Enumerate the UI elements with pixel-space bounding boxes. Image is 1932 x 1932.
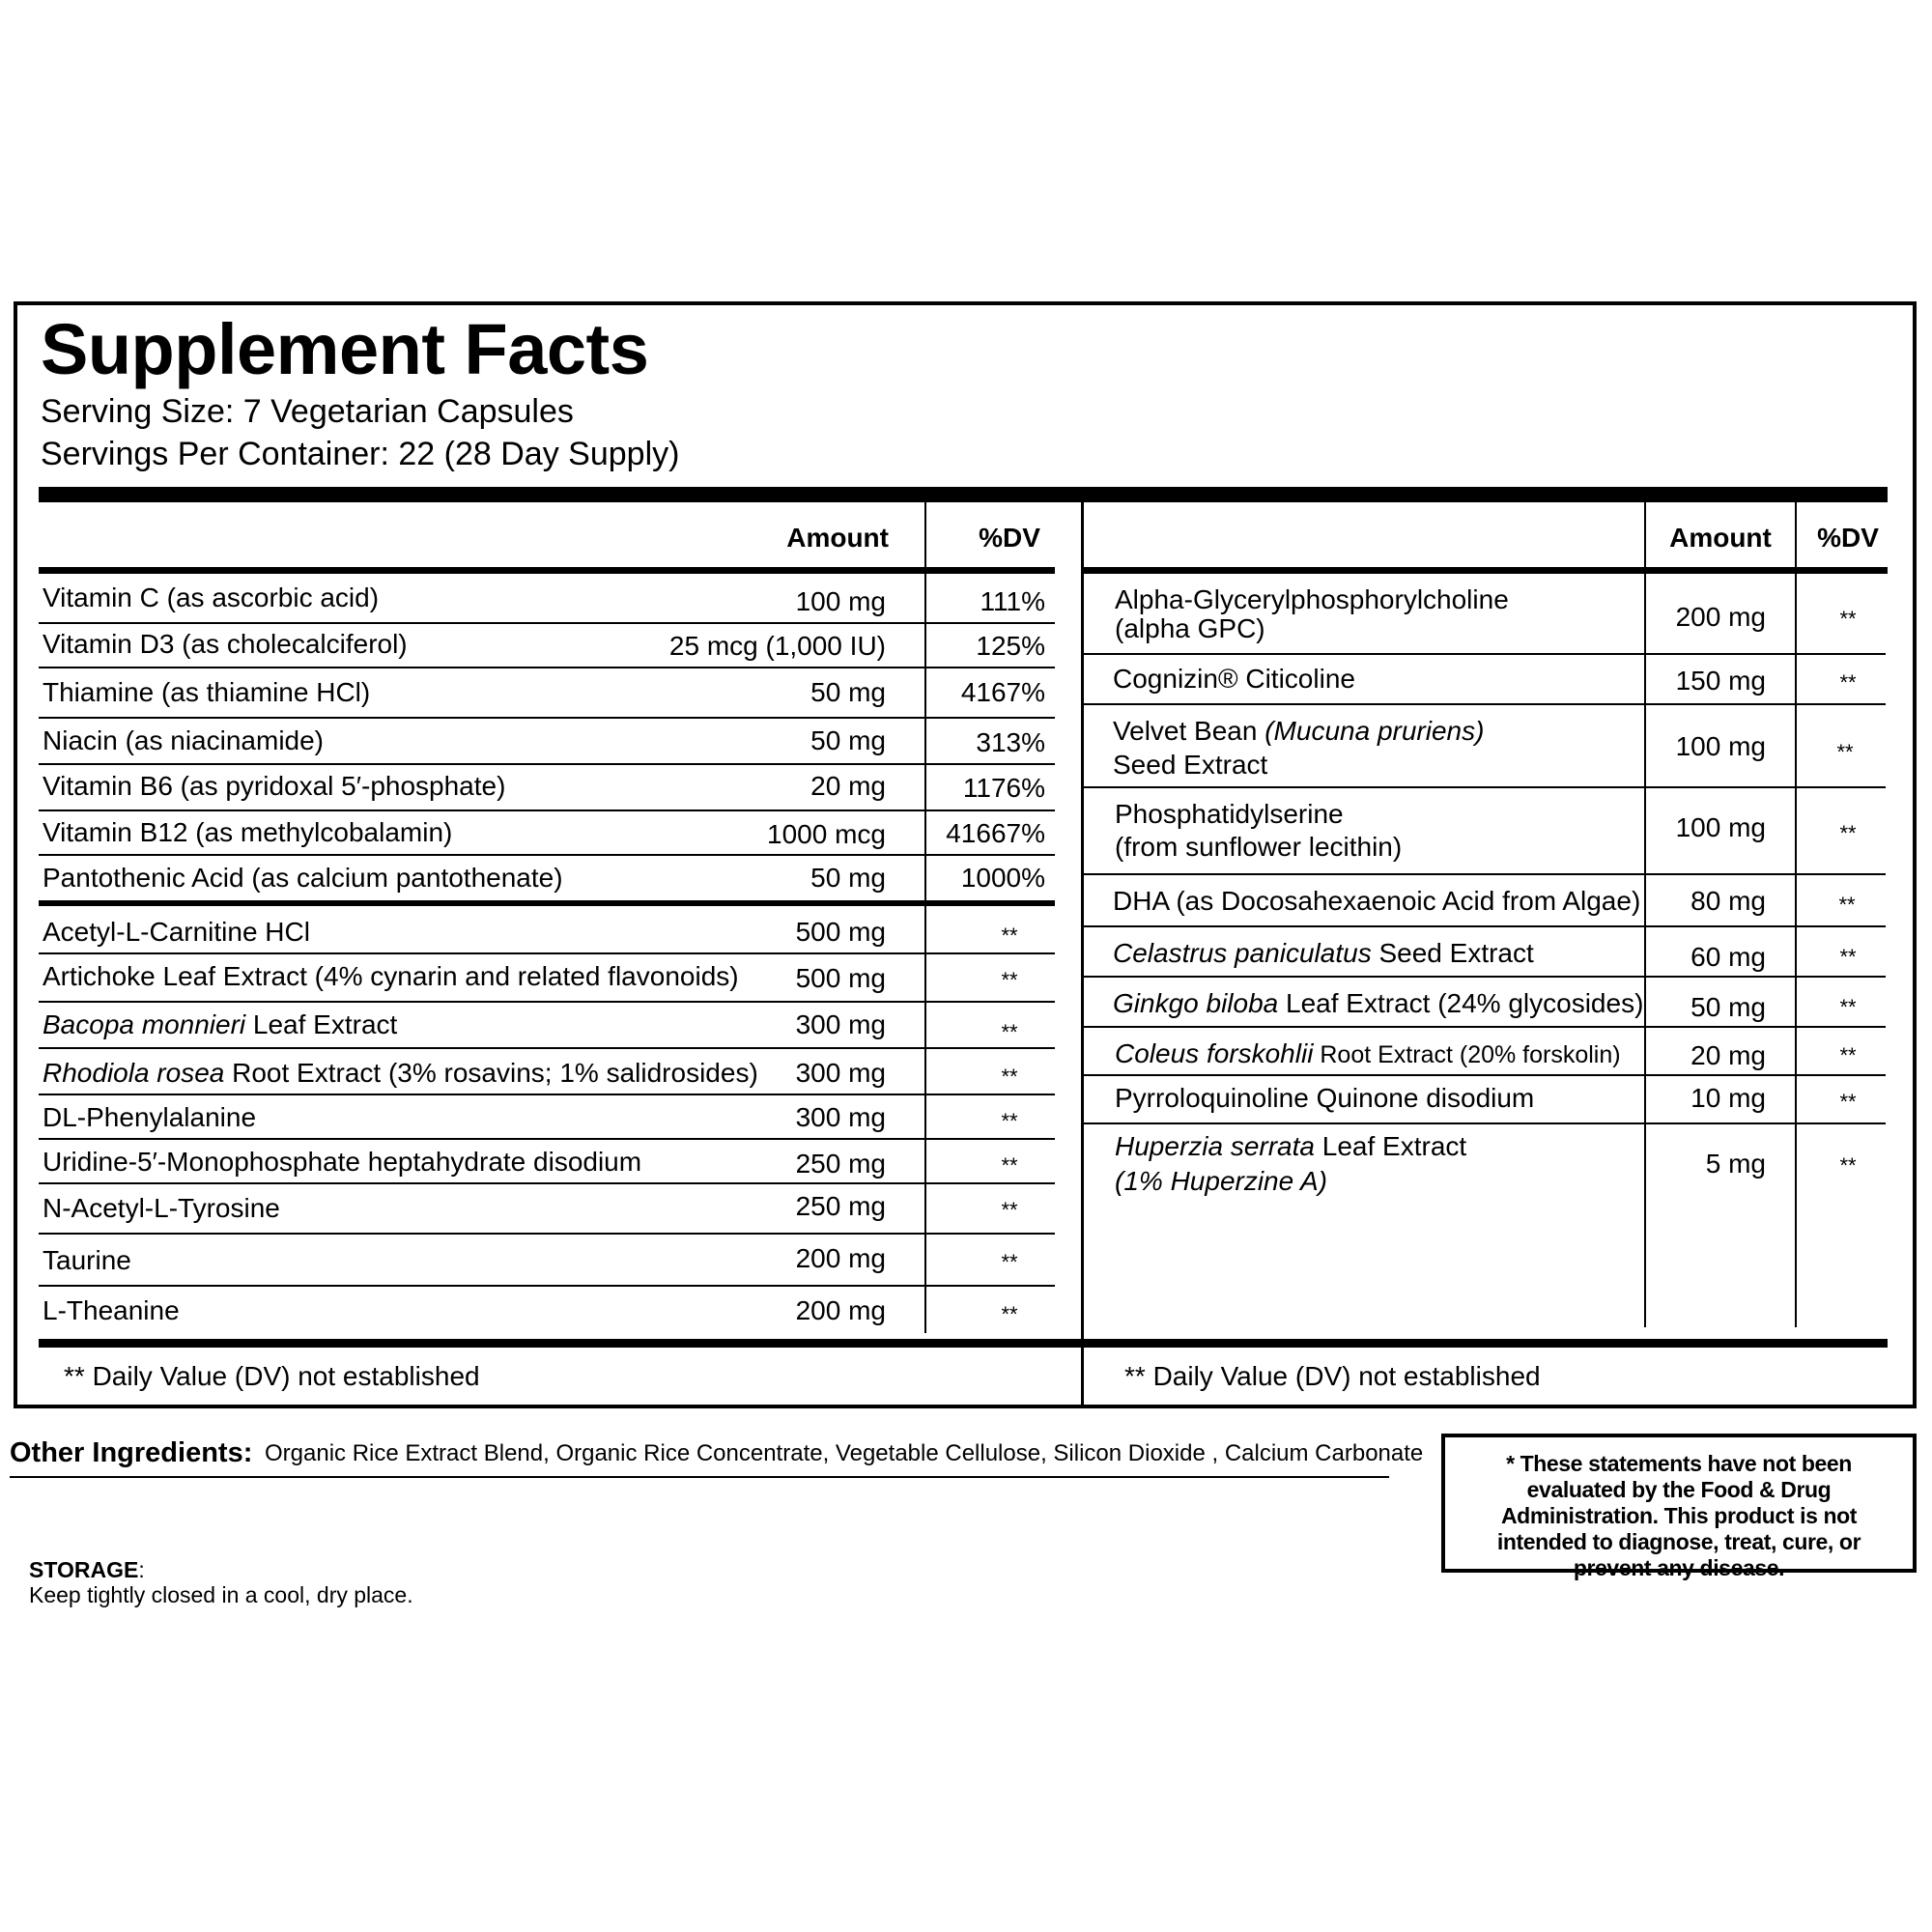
row-divider bbox=[39, 1233, 1055, 1235]
row-divider bbox=[39, 667, 1055, 668]
nutrient-name bbox=[1115, 1130, 1466, 1163]
bottom-thick-rule bbox=[39, 1339, 1888, 1348]
nutrient-dv: ** bbox=[1001, 1020, 1018, 1044]
nutrient-name: Niacin (as niacinamide) bbox=[43, 725, 325, 755]
nutrient-amount: 200 mg bbox=[795, 1243, 886, 1273]
row-divider bbox=[1084, 703, 1886, 705]
nutrient-amount: 500 mg bbox=[795, 917, 886, 947]
nutrient-amount: 500 mg bbox=[795, 963, 886, 993]
nutrient-name: L-Theanine bbox=[43, 1295, 180, 1325]
row-divider bbox=[39, 1285, 1055, 1287]
nutrient-dv: ** bbox=[1839, 1090, 1857, 1114]
footnote-right: ** Daily Value (DV) not established bbox=[1124, 1361, 1541, 1391]
nutrient-amount: 20 mg bbox=[1690, 1040, 1766, 1070]
storage-label-text: STORAGE bbox=[29, 1557, 139, 1582]
nutrient-dv: ** bbox=[1839, 945, 1857, 969]
nutrient-amount: 100 mg bbox=[1675, 812, 1766, 842]
other-ingredients-text: Organic Rice Extract Blend, Organic Rice Concentrate, Vegetable Cellulose, Silicon Dioxide , Calcium Carbonate bbox=[265, 1440, 1424, 1466]
nutrient-dv: ** bbox=[1001, 1302, 1018, 1326]
nutrient-name: Vitamin B6 (as pyridoxal 5′-phosphate) bbox=[43, 771, 506, 801]
other-ingredients-label: Other Ingredients: bbox=[10, 1437, 253, 1468]
row-divider bbox=[39, 763, 1055, 765]
nutrient-name: Thiamine (as thiamine HCl) bbox=[43, 677, 371, 707]
nutrient-dv: 111% bbox=[980, 586, 1045, 616]
nutrient-amount: 50 mg bbox=[810, 677, 886, 707]
nutrient-amount: 150 mg bbox=[1675, 666, 1766, 696]
nutrient-name-line2 bbox=[1115, 1165, 1327, 1198]
left-amount-header: Amount bbox=[786, 523, 889, 553]
nutrient-dv: ** bbox=[1839, 995, 1857, 1019]
nutrient-dv: 1176% bbox=[962, 773, 1045, 803]
nutrient-dv: ** bbox=[1839, 821, 1857, 845]
storage-colon: : bbox=[138, 1557, 145, 1582]
row-divider bbox=[1084, 976, 1886, 978]
row-divider bbox=[39, 622, 1055, 624]
nutrient-dv: 41667% bbox=[946, 818, 1045, 848]
left-dv-divider bbox=[924, 502, 926, 1333]
nutrient-name-italic: Celastrus paniculatus bbox=[1113, 938, 1372, 968]
footnote-left: ** Daily Value (DV) not established bbox=[64, 1361, 480, 1391]
nutrient-name-rest: Leaf Extract (24% glycosides) bbox=[1278, 988, 1644, 1018]
nutrient-dv: ** bbox=[1836, 740, 1854, 764]
nutrient-dv: 313% bbox=[976, 727, 1045, 757]
nutrient-dv: ** bbox=[1001, 1198, 1018, 1222]
nutrient-dv: ** bbox=[1001, 1250, 1018, 1274]
row-divider bbox=[39, 854, 1055, 856]
nutrient-name: Vitamin C (as ascorbic acid) bbox=[43, 582, 380, 612]
nutrient-name: Artichoke Leaf Extract (4% cynarin and related flavonoids) bbox=[43, 961, 739, 991]
row-divider bbox=[1084, 1026, 1886, 1028]
nutrient-dv: ** bbox=[1839, 607, 1857, 631]
nutrient-amount: 20 mg bbox=[810, 771, 886, 801]
right-header-rule bbox=[1084, 567, 1888, 574]
nutrient-name-italic: (Mucuna pruriens) bbox=[1264, 716, 1485, 746]
nutrient-amount: 50 mg bbox=[810, 725, 886, 755]
nutrient-amount: 200 mg bbox=[1675, 602, 1766, 632]
row-divider bbox=[1084, 873, 1886, 875]
nutrient-dv: ** bbox=[1839, 1153, 1857, 1178]
nutrient-name: Uridine-5′-Monophosphate heptahydrate disodium bbox=[43, 1147, 642, 1177]
nutrient-name-italic: Rhodiola rosea bbox=[43, 1058, 225, 1088]
nutrient-amount: 25 mcg (1,000 IU) bbox=[668, 631, 886, 661]
nutrient-amount: 10 mg bbox=[1690, 1083, 1766, 1113]
storage-text: Keep tightly closed in a cool, dry place. bbox=[29, 1582, 413, 1607]
row-divider bbox=[39, 810, 1055, 811]
row-divider bbox=[39, 1001, 1055, 1003]
nutrient-name-rest: Leaf Extract bbox=[1314, 1131, 1467, 1161]
nutrient-dv: ** bbox=[1001, 1065, 1018, 1089]
nutrient-amount: 300 mg bbox=[795, 1009, 886, 1039]
other-ingredients-underline bbox=[10, 1476, 1389, 1478]
row-divider bbox=[1084, 1122, 1886, 1124]
nutrient-name-rest: Seed Extract bbox=[1371, 938, 1534, 968]
nutrient-amount: 250 mg bbox=[795, 1149, 886, 1179]
nutrient-dv: ** bbox=[1839, 1043, 1857, 1067]
row-divider bbox=[39, 717, 1055, 719]
row-divider bbox=[39, 952, 1055, 954]
vitamins-section-rule bbox=[39, 900, 1055, 906]
nutrient-dv: 4167% bbox=[960, 677, 1045, 707]
nutrient-dv: 1000% bbox=[960, 863, 1045, 893]
fda-disclaimer-box: * These statements have not been evaluated by the Food & Drug Administration. This product is not intended to diagnose, treat, cure, or prevent any disease. bbox=[1441, 1434, 1917, 1573]
top-thick-rule bbox=[39, 487, 1888, 502]
nutrient-amount: 100 mg bbox=[1675, 731, 1766, 761]
nutrient-name bbox=[43, 1057, 758, 1090]
row-divider bbox=[39, 1094, 1055, 1095]
nutrient-amount: 50 mg bbox=[1690, 992, 1766, 1022]
nutrient-dv: ** bbox=[1838, 893, 1856, 917]
nutrient-name: Pyrroloquinoline Quinone disodium bbox=[1115, 1083, 1535, 1113]
nutrient-name bbox=[1113, 937, 1534, 970]
servings-per-container: Servings Per Container: 22 (28 Day Supply) bbox=[41, 436, 680, 472]
nutrient-amount: 250 mg bbox=[795, 1191, 886, 1221]
nutrient-name: DL-Phenylalanine bbox=[43, 1102, 257, 1132]
nutrient-name-rest: Leaf Extract bbox=[245, 1009, 398, 1039]
nutrient-name-pre: Velvet Bean bbox=[1113, 716, 1265, 746]
nutrient-name-italic: Ginkgo biloba bbox=[1113, 988, 1279, 1018]
nutrient-name: Cognizin® Citicoline bbox=[1113, 664, 1355, 694]
nutrient-name bbox=[1113, 715, 1484, 748]
nutrient-name: N-Acetyl-L-Tyrosine bbox=[43, 1193, 280, 1223]
nutrient-name-italic: Coleus forskohlii bbox=[1115, 1038, 1314, 1068]
serving-size: Serving Size: 7 Vegetarian Capsules bbox=[41, 393, 574, 430]
nutrient-dv: ** bbox=[1001, 923, 1018, 948]
nutrient-name: Acetyl-L-Carnitine HCl bbox=[43, 917, 310, 947]
row-divider bbox=[1084, 786, 1886, 788]
left-dv-header: %DV bbox=[979, 523, 1040, 553]
panel-title: Supplement Facts bbox=[41, 309, 649, 389]
row-divider bbox=[1084, 1074, 1886, 1076]
nutrient-amount: 300 mg bbox=[795, 1102, 886, 1132]
nutrient-name-rest: Root Extract (3% rosavins; 1% salidrosides) bbox=[224, 1058, 758, 1088]
nutrient-dv: ** bbox=[1839, 670, 1857, 695]
nutrient-amount: 300 mg bbox=[795, 1058, 886, 1088]
nutrient-dv: ** bbox=[1001, 1153, 1018, 1178]
nutrient-name-line2: Seed Extract bbox=[1113, 750, 1268, 780]
nutrient-name-line2: (alpha GPC) bbox=[1115, 613, 1265, 643]
storage-label bbox=[29, 1557, 145, 1583]
nutrient-dv: ** bbox=[1001, 1109, 1018, 1133]
nutrient-name-italic: Huperzia serrata bbox=[1115, 1131, 1315, 1161]
nutrient-dv: ** bbox=[1001, 968, 1018, 992]
nutrient-dv: 125% bbox=[976, 631, 1045, 661]
nutrient-name: Taurine bbox=[43, 1245, 131, 1275]
nutrient-amount: 60 mg bbox=[1690, 942, 1766, 972]
nutrient-name bbox=[43, 1009, 397, 1041]
nutrient-name: Vitamin D3 (as cholecalciferol) bbox=[43, 629, 408, 659]
row-divider bbox=[1084, 925, 1886, 927]
nutrient-name-rest: Root Extract (20% forskolin) bbox=[1313, 1041, 1621, 1068]
nutrient-amount: 100 mg bbox=[795, 586, 886, 616]
nutrient-name-line2: (from sunflower lecithin) bbox=[1115, 832, 1403, 862]
row-divider bbox=[1084, 653, 1886, 655]
right-amount-header: Amount bbox=[1669, 523, 1772, 553]
left-header-rule bbox=[39, 567, 1055, 574]
row-divider bbox=[39, 1047, 1055, 1049]
nutrient-name bbox=[1115, 1037, 1621, 1071]
nutrient-amount: 200 mg bbox=[795, 1295, 886, 1325]
row-divider bbox=[39, 1138, 1055, 1140]
nutrient-name: DHA (as Docosahexaenoic Acid from Algae) bbox=[1113, 886, 1641, 916]
nutrient-name: Phosphatidylserine bbox=[1115, 799, 1344, 829]
nutrient-amount: 1000 mcg bbox=[767, 819, 886, 849]
nutrient-name-italic: (1% Huperzine A) bbox=[1115, 1166, 1327, 1196]
right-dv-header: %DV bbox=[1817, 523, 1879, 553]
nutrient-amount: 50 mg bbox=[810, 863, 886, 893]
nutrient-name: Vitamin B12 (as methylcobalamin) bbox=[43, 817, 453, 847]
nutrient-amount: 80 mg bbox=[1690, 886, 1766, 916]
nutrient-name bbox=[1113, 987, 1643, 1020]
nutrient-name-italic: Bacopa monnieri bbox=[43, 1009, 246, 1039]
nutrient-name: Pantothenic Acid (as calcium pantothenate) bbox=[43, 863, 563, 893]
nutrient-name: Alpha-Glycerylphosphorylcholine bbox=[1115, 584, 1509, 614]
nutrient-amount: 5 mg bbox=[1705, 1149, 1766, 1179]
row-divider bbox=[39, 1182, 1055, 1184]
